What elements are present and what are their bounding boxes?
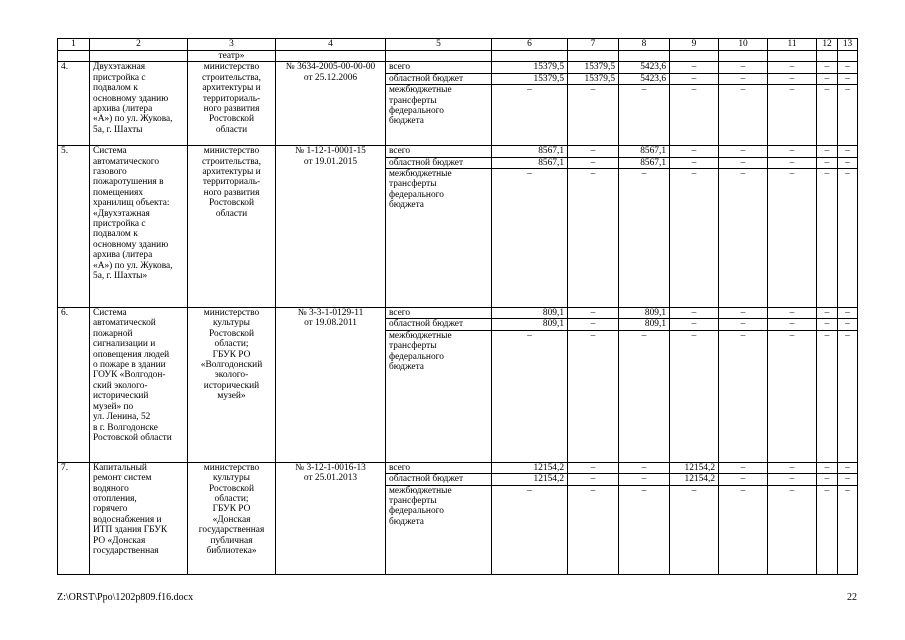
column-number-cell: 13 xyxy=(838,39,858,51)
object-name: Двухэтажная пристройка с подвалом к основному зданию архива (литера «А») по ул. Жукова, 5а, г. Шахты xyxy=(90,62,188,146)
document-page xyxy=(57,38,857,583)
value-cell: – xyxy=(817,308,838,319)
value-cell: – xyxy=(768,485,817,574)
value-cell: – xyxy=(838,485,858,574)
column-number-cell: 7 xyxy=(568,39,619,51)
value-cell: – xyxy=(719,319,768,330)
object-name: Система автоматической пожарной сигнализации и оповещения людей о пожаре в здании ГОУК «Волгодон- ский эколого- исторический музей» по ул. Ленина, 52 в г. Волгодонске Ростовской области xyxy=(90,308,188,463)
column-number-cell: 4 xyxy=(276,39,386,51)
column-number-cell: 3 xyxy=(188,39,276,51)
value-cell: – xyxy=(719,308,768,319)
value-cell: – xyxy=(670,73,719,84)
value-cell: – xyxy=(670,319,719,330)
continuation-row xyxy=(58,51,858,62)
value-cell: 8567,1 xyxy=(619,157,670,168)
project-document: № 3634-2005-00-00-00 от 25.12.2006 xyxy=(276,62,386,146)
funding-source: всего xyxy=(386,146,492,157)
value-cell: – xyxy=(719,157,768,168)
value-cell: – xyxy=(838,308,858,319)
value-cell: 8567,1 xyxy=(619,146,670,157)
funding-source: всего xyxy=(386,62,492,73)
footer-page-number: 22 xyxy=(847,592,857,603)
value-cell: – xyxy=(817,330,838,462)
object-name: Капитальный ремонт систем водяного отопления, горячего водоснабжения и ИТП здания ГБУК РО «Донская государственная xyxy=(90,462,188,574)
table-row xyxy=(58,462,858,473)
value-cell: – xyxy=(719,330,768,462)
value-cell: 15379,5 xyxy=(492,73,568,84)
value-cell: – xyxy=(619,462,670,473)
value-cell: – xyxy=(768,474,817,485)
funding-source: областной бюджет xyxy=(386,474,492,485)
value-cell: – xyxy=(492,330,568,462)
value-cell: – xyxy=(568,146,619,157)
column-number-cell: 10 xyxy=(719,39,768,51)
column-number-cell: 9 xyxy=(670,39,719,51)
budget-table xyxy=(57,38,858,575)
value-cell: – xyxy=(670,157,719,168)
funding-source: межбюджетные трансферты федерального бюджета xyxy=(386,330,492,462)
value-cell: – xyxy=(838,169,858,308)
row-number: 7. xyxy=(58,462,90,574)
value-cell: – xyxy=(670,85,719,146)
value-cell: – xyxy=(838,146,858,157)
funding-source: межбюджетные трансферты федерального бюджета xyxy=(386,85,492,146)
value-cell: – xyxy=(568,85,619,146)
funding-source: всего xyxy=(386,462,492,473)
customer-name: министерство культуры Ростовской области; ГБУК РО «Волгодонский эколого- исторический музей» xyxy=(188,308,276,463)
value-cell: – xyxy=(768,85,817,146)
value-cell: – xyxy=(670,169,719,308)
value-cell: – xyxy=(838,85,858,146)
value-cell: 12154,2 xyxy=(670,462,719,473)
value-cell: – xyxy=(619,485,670,574)
value-cell: – xyxy=(817,146,838,157)
column-number-cell: 6 xyxy=(492,39,568,51)
value-cell: – xyxy=(817,85,838,146)
value-cell: – xyxy=(492,85,568,146)
project-document: № 3-3-1-0129-11 от 19.08.2011 xyxy=(276,308,386,463)
value-cell: 8567,1 xyxy=(492,146,568,157)
value-cell: – xyxy=(768,330,817,462)
funding-source: межбюджетные трансферты федерального бюджета xyxy=(386,169,492,308)
value-cell: – xyxy=(768,462,817,473)
project-document: № 1-12-1-0001-15 от 19.01.2015 xyxy=(276,146,386,308)
value-cell: 12154,2 xyxy=(670,474,719,485)
value-cell: – xyxy=(768,62,817,73)
value-cell: 809,1 xyxy=(619,319,670,330)
value-cell: – xyxy=(719,474,768,485)
value-cell: – xyxy=(568,474,619,485)
column-number-cell: 8 xyxy=(619,39,670,51)
value-cell: – xyxy=(670,308,719,319)
funding-source: областной бюджет xyxy=(386,157,492,168)
value-cell: – xyxy=(568,319,619,330)
value-cell: 5423,6 xyxy=(619,62,670,73)
table-row xyxy=(58,308,858,319)
value-cell: – xyxy=(619,330,670,462)
column-number-cell: 11 xyxy=(768,39,817,51)
value-cell: – xyxy=(838,330,858,462)
value-cell: – xyxy=(719,169,768,308)
value-cell: – xyxy=(817,462,838,473)
value-cell: – xyxy=(719,73,768,84)
value-cell: – xyxy=(817,73,838,84)
customer-name: министерство культуры Ростовской области; ГБУК РО «Донская государственная публичная библиотека» xyxy=(188,462,276,574)
value-cell: 15379,5 xyxy=(568,62,619,73)
value-cell: – xyxy=(719,85,768,146)
value-cell: – xyxy=(619,474,670,485)
value-cell: – xyxy=(568,157,619,168)
value-cell: – xyxy=(838,462,858,473)
customer-name: министерство строительства, архитектуры и территориаль- ного развития Ростовской области xyxy=(188,62,276,146)
column-number-cell: 5 xyxy=(386,39,492,51)
value-cell: – xyxy=(492,485,568,574)
column-number-cell: 2 xyxy=(90,39,188,51)
value-cell: – xyxy=(768,73,817,84)
funding-source: областной бюджет xyxy=(386,319,492,330)
customer-name: министерство строительства, архитектуры и территориаль- ного развития Ростовской области xyxy=(188,146,276,308)
value-cell: 8567,1 xyxy=(492,157,568,168)
value-cell: 15379,5 xyxy=(492,62,568,73)
value-cell: – xyxy=(619,169,670,308)
value-cell: – xyxy=(492,169,568,308)
value-cell: – xyxy=(619,85,670,146)
value-cell: 809,1 xyxy=(492,308,568,319)
value-cell: – xyxy=(670,485,719,574)
value-cell: – xyxy=(817,62,838,73)
value-cell: – xyxy=(568,462,619,473)
funding-source: областной бюджет xyxy=(386,73,492,84)
row-number: 6. xyxy=(58,308,90,463)
value-cell: – xyxy=(838,474,858,485)
value-cell: – xyxy=(670,330,719,462)
value-cell: – xyxy=(670,146,719,157)
value-cell: – xyxy=(817,157,838,168)
continuation-cell: театр» xyxy=(188,51,276,62)
value-cell: 15379,5 xyxy=(568,73,619,84)
column-number-cell: 12 xyxy=(817,39,838,51)
footer-file-path: Z:\ORST\Ppo\1202p809.f16.docx xyxy=(57,592,194,603)
value-cell: – xyxy=(670,62,719,73)
object-name: Система автоматического газового пожаротушения в помещениях хранилищ объекта: «Двухэтажная пристройка с подвалом к основному зданию архива (литера «А») по ул. Жукова, 5а, г. Шахты» xyxy=(90,146,188,308)
table-row xyxy=(58,62,858,73)
value-cell: 809,1 xyxy=(492,319,568,330)
column-number-row xyxy=(58,39,858,51)
value-cell: – xyxy=(768,319,817,330)
value-cell: – xyxy=(768,157,817,168)
funding-source: всего xyxy=(386,308,492,319)
value-cell: – xyxy=(817,485,838,574)
value-cell: – xyxy=(719,462,768,473)
value-cell: – xyxy=(838,73,858,84)
value-cell: – xyxy=(838,157,858,168)
value-cell: – xyxy=(817,319,838,330)
value-cell: – xyxy=(838,319,858,330)
value-cell: 12154,2 xyxy=(492,462,568,473)
value-cell: 809,1 xyxy=(619,308,670,319)
value-cell: – xyxy=(568,330,619,462)
value-cell: – xyxy=(768,308,817,319)
value-cell: – xyxy=(719,62,768,73)
table-row xyxy=(58,146,858,157)
row-number: 4. xyxy=(58,62,90,146)
value-cell: – xyxy=(719,485,768,574)
funding-source: межбюджетные трансферты федерального бюджета xyxy=(386,485,492,574)
value-cell: 12154,2 xyxy=(492,474,568,485)
value-cell: 5423,6 xyxy=(619,73,670,84)
value-cell: – xyxy=(817,474,838,485)
value-cell: – xyxy=(568,308,619,319)
row-number: 5. xyxy=(58,146,90,308)
value-cell: – xyxy=(768,146,817,157)
column-number-cell: 1 xyxy=(58,39,90,51)
value-cell: – xyxy=(838,62,858,73)
value-cell: – xyxy=(568,169,619,308)
value-cell: – xyxy=(817,169,838,308)
value-cell: – xyxy=(719,146,768,157)
value-cell: – xyxy=(768,169,817,308)
value-cell: – xyxy=(568,485,619,574)
project-document: № 3-12-1-0016-13 от 25.01.2013 xyxy=(276,462,386,574)
